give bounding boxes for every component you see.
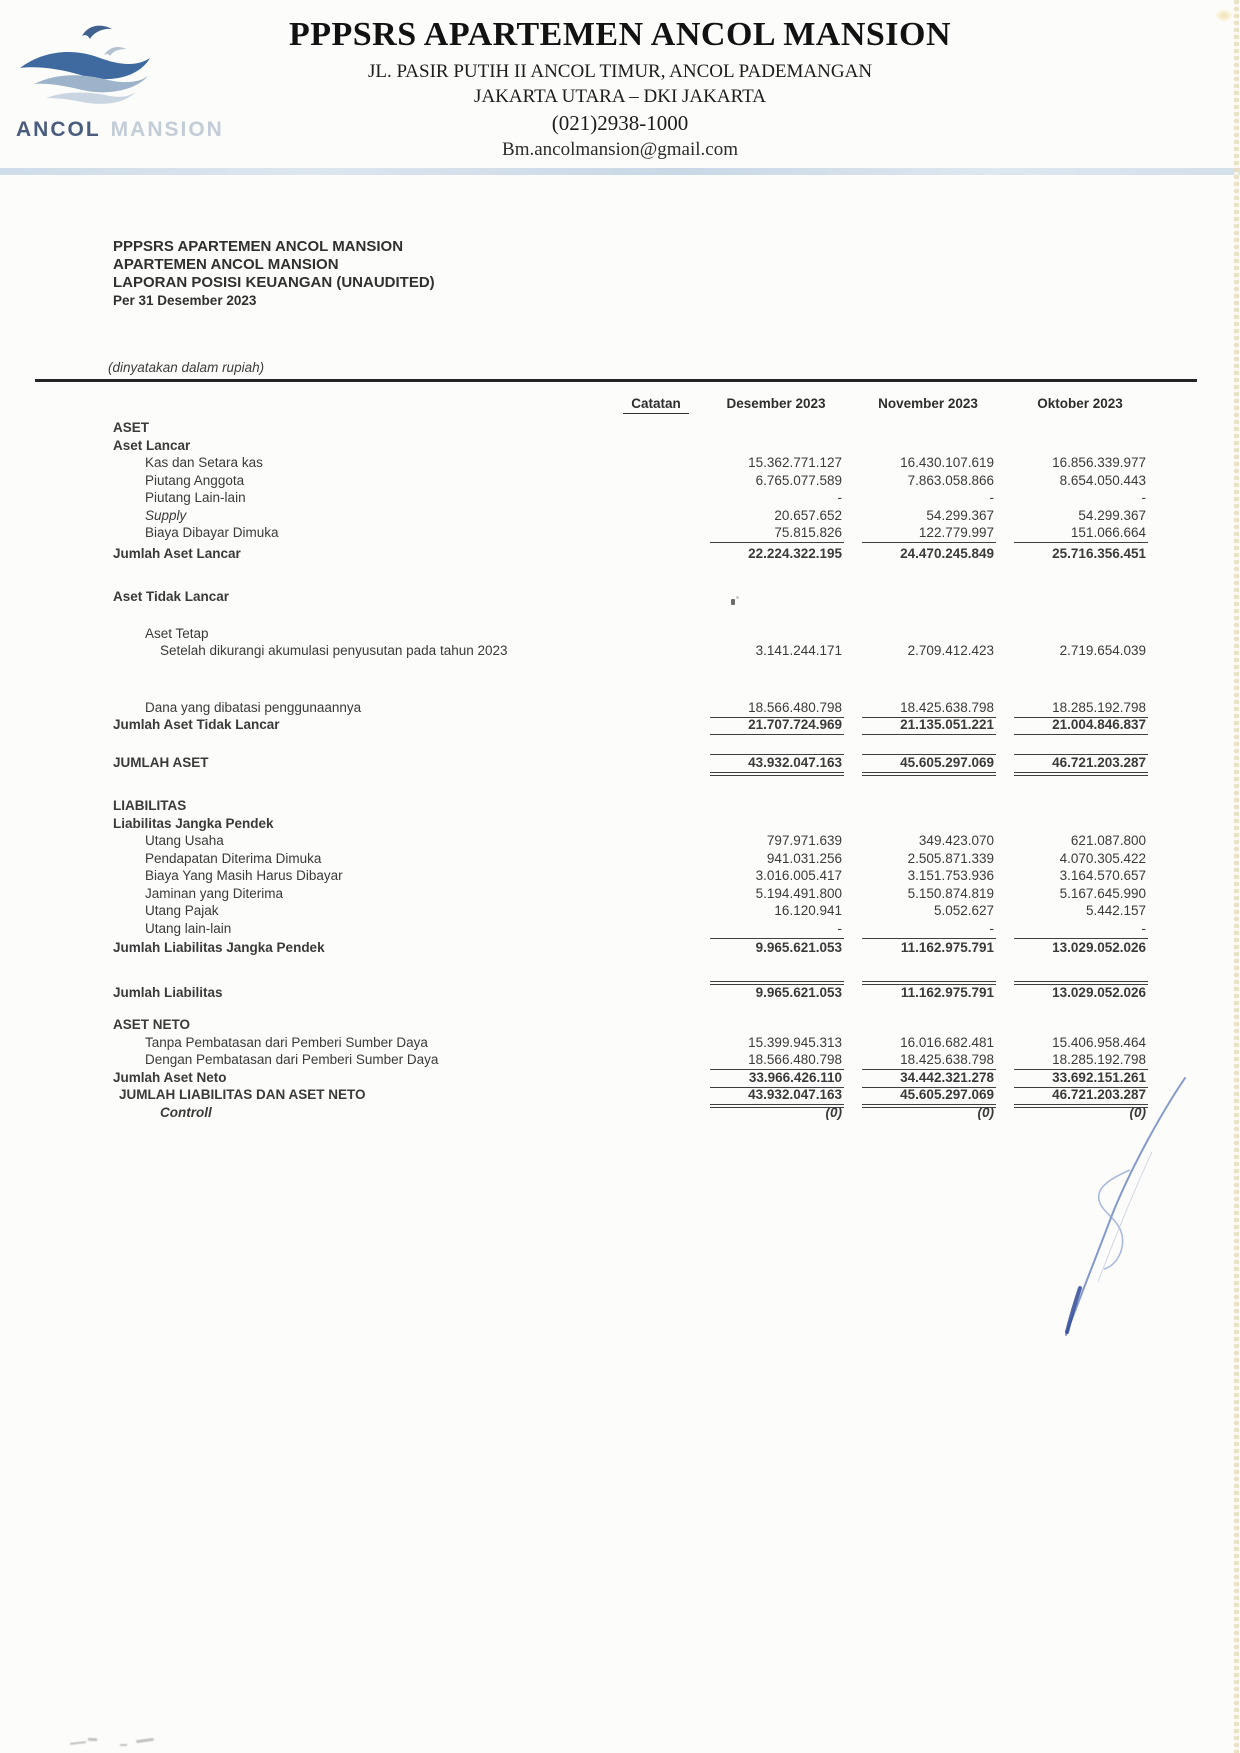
- financial-statement-table: [113, 396, 1148, 1122]
- table-top-rule: [35, 379, 1197, 382]
- value-november: -: [989, 490, 994, 505]
- value-november: 16.016.682.481: [900, 1034, 994, 1050]
- total-row-aset-tidak-lancar: Jumlah Aset Tidak Lancar 21.707.724.969 21.135.051.221 21.004.846.837: [113, 717, 1148, 735]
- column-header-row: [113, 396, 1148, 420]
- value-november: 21.135.051.221: [862, 717, 996, 735]
- value-november: 24.470.245.849: [900, 545, 994, 561]
- value-oktober: 3.164.570.657: [1059, 868, 1146, 883]
- header-separator-band: [0, 168, 1240, 175]
- value-november: 34.442.321.278: [862, 1070, 996, 1088]
- value-desember: 5.194.491.800: [755, 885, 842, 901]
- org-title: PPPSRS APARTEMEN ANCOL MANSION: [288, 16, 952, 53]
- value-november: 2.505.871.339: [907, 850, 994, 866]
- value-desember: 33.966.426.110: [710, 1070, 844, 1088]
- value-oktober: 46.721.203.287: [1014, 754, 1148, 776]
- doc-report-date: Per 31 Desember 2023: [113, 293, 257, 308]
- column-header-november: November 2023: [878, 396, 978, 411]
- letterhead: [0, 16, 1240, 161]
- table-row: Utang Pajak 16.120.941 5.052.627 5.442.157: [145, 903, 1146, 918]
- column-header-catatan: Catatan: [623, 396, 689, 414]
- org-email: Bm.ancolmansion@gmail.com: [502, 139, 738, 160]
- value-desember: 21.707.724.969: [710, 717, 844, 735]
- value-november: 11.162.975.791: [862, 984, 996, 1002]
- value-oktober: -: [1141, 490, 1146, 505]
- org-city: JAKARTA UTARA – DKI JAKARTA: [474, 86, 766, 107]
- value-desember: -: [837, 490, 842, 505]
- document-info: [113, 238, 435, 310]
- logo-word-secondary: MANSION: [110, 118, 224, 141]
- value-desember: (0): [825, 1104, 842, 1120]
- value-oktober: 18.285.192.798: [1014, 1052, 1148, 1070]
- value-desember: 3.016.005.417: [755, 868, 842, 883]
- value-november: 2.709.412.423: [907, 643, 994, 658]
- stray-ink-dot: [731, 599, 735, 605]
- table-row: Dana yang dibatasi penggunaannya 18.566.480.798 18.425.638.798 18.285.192.798: [113, 700, 1148, 718]
- org-phone: (021)2938-1000: [551, 111, 689, 135]
- value-november: 7.863.058.866: [907, 472, 994, 488]
- control-row: Controll (0) (0) (0): [160, 1104, 1146, 1120]
- value-november: 11.162.975.791: [900, 940, 994, 955]
- value-november: 18.425.638.798: [862, 1052, 996, 1070]
- section-header-aset-neto: ASET NETO: [113, 1017, 191, 1032]
- value-november: 122.779.997: [862, 525, 996, 543]
- value-oktober: -: [1014, 921, 1148, 939]
- value-desember: 18.566.480.798: [710, 700, 844, 718]
- subsection-header-aset-tidak-lancar: Aset Tidak Lancar: [113, 589, 230, 604]
- total-row-liabilitas-jangka-pendek: Jumlah Liabilitas Jangka Pendek 9.965.621.053 11.162.975.791 13.029.052.026: [113, 940, 1146, 955]
- value-oktober: 18.285.192.798: [1014, 700, 1148, 718]
- value-oktober: 15.406.958.464: [1052, 1034, 1146, 1050]
- value-november: 45.605.297.069: [862, 1087, 996, 1108]
- value-november: 16.430.107.619: [900, 455, 994, 470]
- table-row: Pendapatan Diterima Dimuka 941.031.256 2.505.871.339 4.070.305.422: [145, 850, 1146, 866]
- value-oktober: 151.066.664: [1014, 525, 1148, 543]
- doc-report-title: LAPORAN POSISI KEUANGAN (UNAUDITED): [113, 274, 435, 291]
- grand-total-row-jumlah-aset: JUMLAH ASET 43.932.047.163 45.605.297.069 46.721.203.287: [113, 754, 1148, 772]
- value-november: (0): [977, 1104, 994, 1120]
- section-header-liabilitas: LIABILITAS: [113, 798, 187, 813]
- value-oktober: 33.692.151.261: [1014, 1070, 1148, 1088]
- value-november: 349.423.070: [918, 833, 994, 848]
- section-header-aset: ASET: [113, 420, 150, 435]
- value-desember: 20.657.652: [774, 507, 842, 523]
- table-row: Aset Tetap: [145, 625, 209, 641]
- value-oktober: 16.856.339.977: [1052, 455, 1146, 470]
- table-row: Dengan Pembatasan dari Pemberi Sumber Daya 18.566.480.798 18.425.638.798 18.285.192.798: [113, 1052, 1148, 1070]
- table-row: Jaminan yang Diterima 5.194.491.800 5.150.874.819 5.167.645.990: [145, 885, 1146, 901]
- value-desember: 15.399.945.313: [748, 1034, 842, 1050]
- value-november: 54.299.367: [926, 507, 994, 523]
- table-row: Piutang Anggota 6.765.077.589 7.863.058.866 8.654.050.443: [145, 472, 1146, 488]
- value-oktober: (0): [1129, 1104, 1146, 1120]
- doc-building-name: APARTEMEN ANCOL MANSION: [113, 256, 339, 273]
- total-row-jumlah-liabilitas: Jumlah Liabilitas 9.965.621.053 11.162.975.791 13.029.052.026: [113, 984, 1146, 1000]
- value-desember: 9.965.621.053: [755, 940, 842, 955]
- value-oktober: 5.442.157: [1085, 903, 1146, 918]
- value-november: 18.425.638.798: [862, 700, 996, 718]
- org-address: JL. PASIR PUTIH II ANCOL TIMUR, ANCOL PADEMANGAN: [367, 61, 873, 82]
- total-row-jumlah-aset-neto: Jumlah Aset Neto 33.966.426.110 34.442.321.278 33.692.151.261: [113, 1070, 1148, 1088]
- value-desember: 75.815.826: [710, 525, 844, 543]
- value-november: 3.151.753.936: [907, 868, 994, 883]
- pen-signature-stroke: [1000, 1020, 1240, 1360]
- table-row: Supply 20.657.652 54.299.367 54.299.367: [145, 507, 1146, 523]
- value-desember: 16.120.941: [774, 903, 842, 918]
- value-november: 5.052.627: [933, 903, 994, 918]
- value-desember: 22.224.322.195: [748, 545, 842, 561]
- value-desember: 43.932.047.163: [710, 754, 844, 776]
- value-oktober: 13.029.052.026: [1014, 984, 1148, 1002]
- value-desember: 941.031.256: [766, 850, 842, 866]
- table-row: Biaya Dibayar Dimuka 75.815.826 122.779.997 151.066.664: [113, 525, 1148, 543]
- table-row: Tanpa Pembatasan dari Pemberi Sumber Daya 15.399.945.313 16.016.682.481 15.406.958.464: [145, 1034, 1146, 1050]
- value-desember: 18.566.480.798: [710, 1052, 844, 1070]
- value-oktober: 25.716.356.451: [1052, 545, 1146, 561]
- subsection-header-liabilitas-jangka-pendek: Liabilitas Jangka Pendek: [113, 815, 274, 831]
- column-header-desember: Desember 2023: [726, 396, 826, 411]
- value-desember: 15.362.771.127: [748, 455, 842, 470]
- value-november: 45.605.297.069: [862, 754, 996, 776]
- value-oktober: 5.167.645.990: [1059, 885, 1146, 901]
- value-desember: 9.965.621.053: [710, 984, 844, 1002]
- value-oktober: 621.087.800: [1070, 833, 1146, 848]
- doc-org-name: PPPSRS APARTEMEN ANCOL MANSION: [113, 238, 404, 255]
- value-desember: 3.141.244.171: [755, 643, 842, 658]
- bottom-left-smudge: [68, 1736, 168, 1750]
- value-desember: 43.932.047.163: [710, 1087, 844, 1108]
- value-oktober: 21.004.846.837: [1014, 717, 1148, 735]
- logo-word-primary: ANCOL: [16, 118, 101, 141]
- currency-note: (dinyatakan dalam rupiah): [108, 360, 265, 375]
- value-november: 5.150.874.819: [907, 885, 994, 901]
- table-row: Kas dan Setara kas 15.362.771.127 16.430.107.619 16.856.339.977: [145, 455, 1146, 470]
- value-oktober: 8.654.050.443: [1059, 472, 1146, 488]
- value-desember: 6.765.077.589: [755, 472, 842, 488]
- table-row: Utang Usaha 797.971.639 349.423.070 621.087.800: [145, 833, 1146, 848]
- corner-scan-spot: [1216, 10, 1232, 21]
- table-row: Setelah dikurangi akumulasi penyusutan pada tahun 2023 3.141.244.171 2.709.412.423 2.719.654.039: [160, 643, 1146, 658]
- value-oktober: 2.719.654.039: [1059, 643, 1146, 658]
- column-header-oktober: Oktober 2023: [1037, 396, 1123, 411]
- subsection-header-aset-lancar: Aset Lancar: [113, 437, 191, 453]
- value-november: -: [862, 921, 996, 939]
- value-oktober: 46.721.203.287: [1014, 1087, 1148, 1108]
- value-desember: -: [710, 921, 844, 939]
- value-oktober: 4.070.305.422: [1059, 850, 1146, 866]
- total-row-aset-lancar: Jumlah Aset Lancar 22.224.322.195 24.470.245.849 25.716.356.451: [113, 545, 1146, 561]
- value-oktober: 54.299.367: [1078, 507, 1146, 523]
- table-row: Biaya Yang Masih Harus Dibayar 3.016.005.417 3.151.753.936 3.164.570.657: [145, 868, 1146, 883]
- table-row: Utang lain-lain - - -: [113, 921, 1148, 939]
- table-row: Piutang Lain-lain - - -: [145, 490, 1146, 505]
- value-oktober: 13.029.052.026: [1052, 940, 1146, 955]
- value-desember: 797.971.639: [766, 833, 842, 848]
- page-edge-scan-artifact: [1234, 0, 1239, 1753]
- grand-total-row-liabilitas-dan-aset-neto: JUMLAH LIABILITAS DAN ASET NETO 43.932.047.163 45.605.297.069 46.721.203.287: [113, 1087, 1148, 1105]
